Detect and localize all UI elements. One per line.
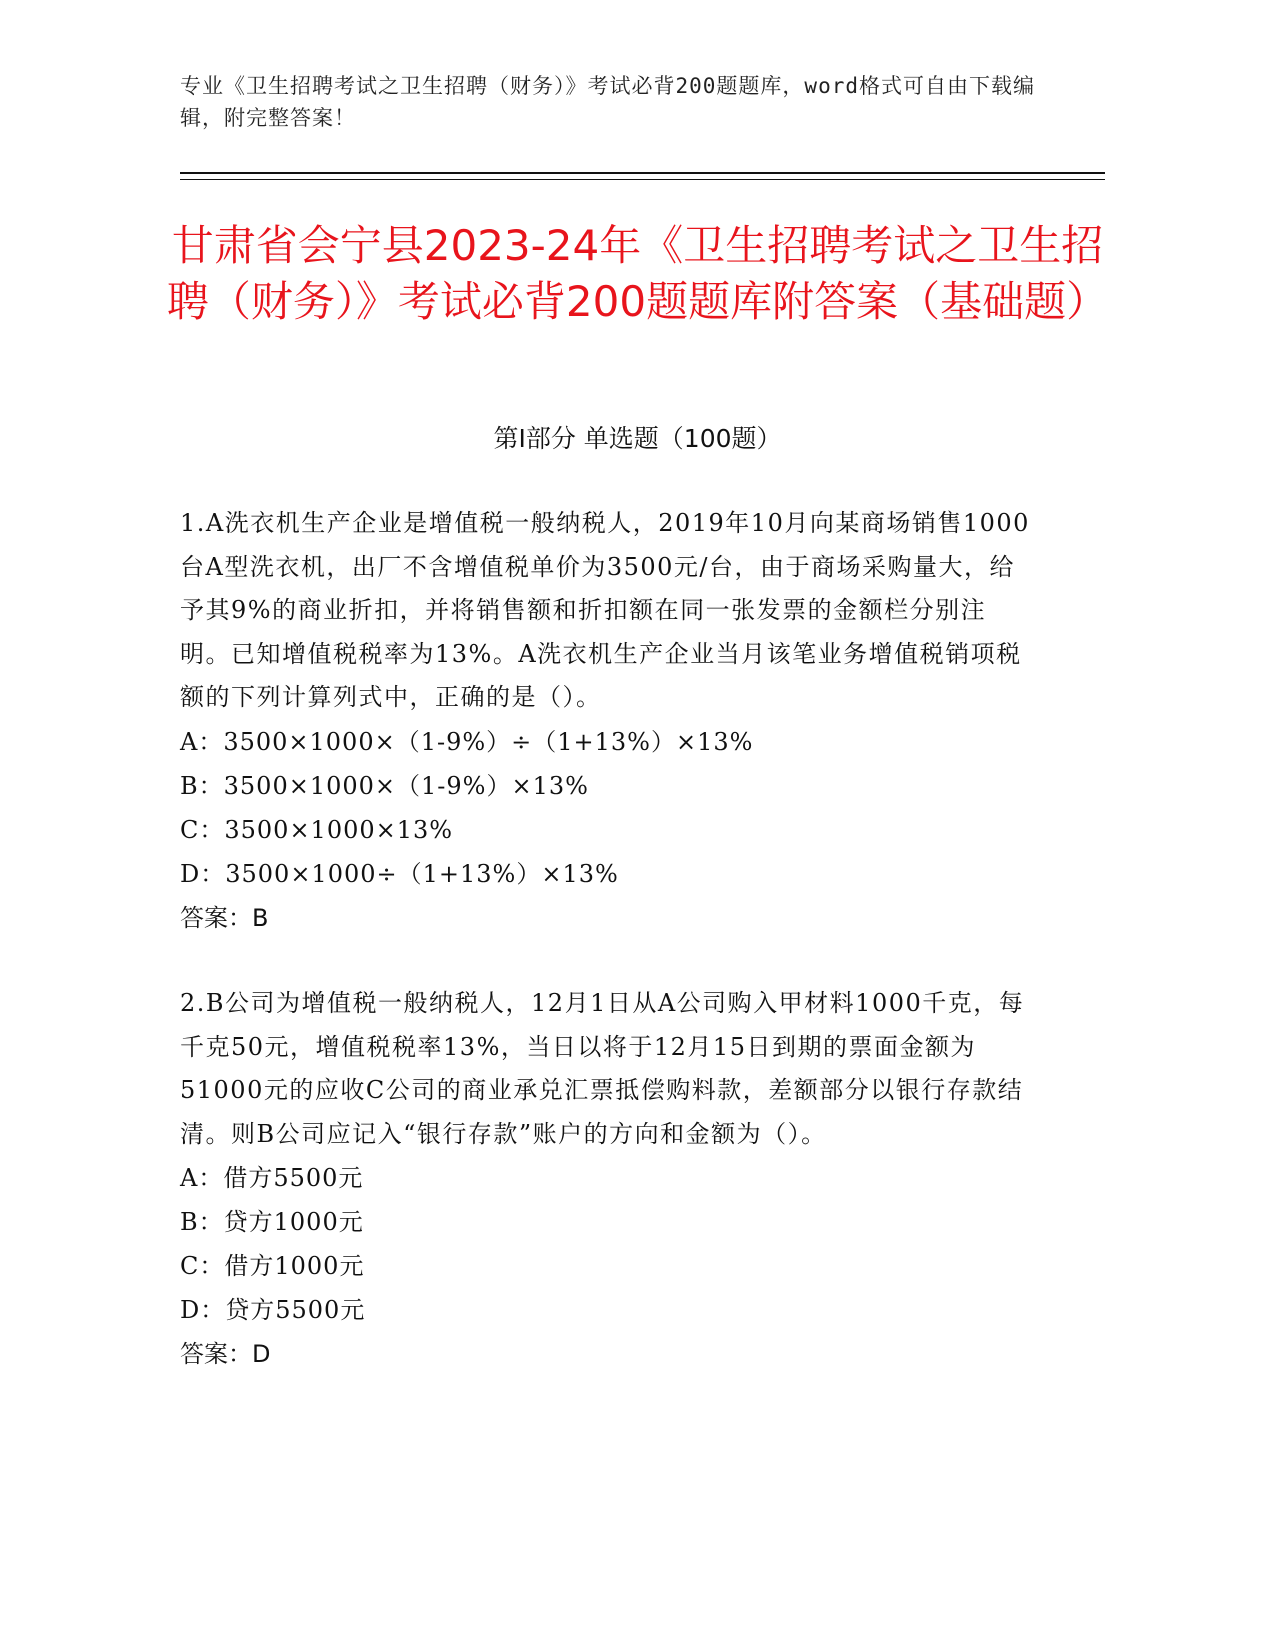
answer: 答案：D xyxy=(180,1340,271,1368)
option-d: D：贷方5500元 xyxy=(180,1296,366,1324)
option-b: B：贷方1000元 xyxy=(180,1208,364,1236)
option-c: C：借方1000元 xyxy=(180,1252,365,1280)
section-heading: 第Ⅰ部分 单选题（100题） xyxy=(493,424,782,453)
answer: 答案：B xyxy=(180,903,269,932)
option-b: B：3500×1000×（1-9%）×13% xyxy=(180,771,589,800)
header-rule-thick xyxy=(180,172,1105,174)
question-2 xyxy=(180,982,1030,1376)
header-rule-thin xyxy=(180,179,1105,180)
option-a: A：3500×1000×（1-9%）÷（1+13%）×13% xyxy=(180,727,754,756)
question-stem: 2.B公司为增值税一般纳税人，12月1日从A公司购入甲材料1000千克，每千克50元，增值税税率13%，当日以将于12月15日到期的票面金额为51000元的应收C公司的商业承兑汇票抵偿购料款，差额部分以银行存款结清。则B公司应记入“银行存款”账户的方向和金额为（）。 xyxy=(180,989,1025,1148)
question-1 xyxy=(180,502,1030,940)
option-a: A：借方5500元 xyxy=(180,1164,364,1192)
option-d: D：3500×1000÷（1+13%）×13% xyxy=(180,859,619,888)
document-title: 甘肃省会宁县2023-24年《卫生招聘考试之卫生招聘（财务）》考试必背200题题库附答案（基础题） xyxy=(166,221,1109,326)
header-intro: 专业《卫生招聘考试之卫生招聘（财务）》考试必背200题题库，word格式可自由下载编辑，附完整答案！ xyxy=(180,74,1035,130)
question-stem: 1.A洗衣机生产企业是增值税一般纳税人，2019年10月向某商场销售1000台A型洗衣机，出厂不含增值税单价为3500元/台，由于商场采购量大，给予其9%的商业折扣，并将销售额和折扣额在同一张发票的金额栏分别注明。已知增值税税率为13%。A洗衣机生产企业当月该笔业务增值税销项税额的下列计算列式中，正确的是（）。 xyxy=(180,509,1030,711)
option-c: C：3500×1000×13% xyxy=(180,815,454,844)
